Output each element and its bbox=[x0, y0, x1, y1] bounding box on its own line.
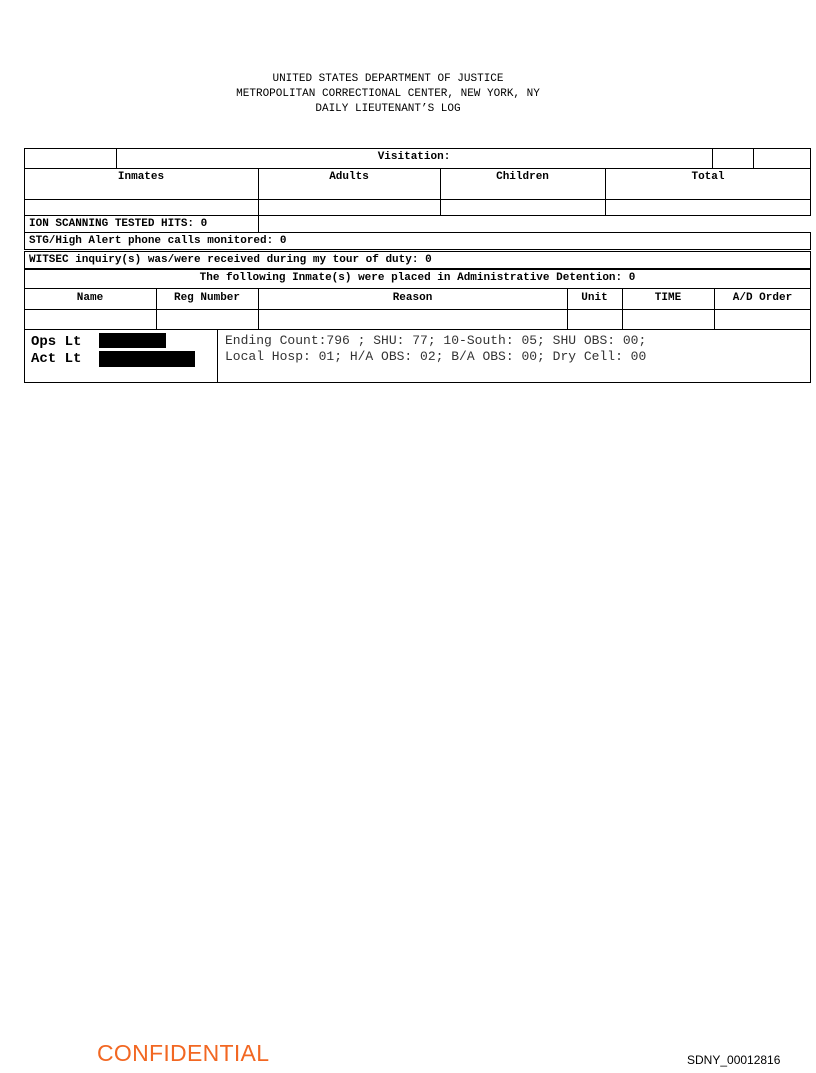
admin-detention-title: The following Inmate(s) were placed in Administrative Detention: 0 bbox=[199, 272, 636, 284]
ending-count-line-1: Ending Count:796 ; SHU: 77; 10-South: 05; SHU OBS: 00; bbox=[225, 333, 647, 348]
col-children: Children bbox=[496, 171, 549, 183]
col-name: Name bbox=[76, 292, 104, 304]
ending-count-line-2: Local Hosp: 01; H/A OBS: 02; B/A OBS: 00; Dry Cell: 00 bbox=[225, 349, 647, 364]
col-time: TIME bbox=[654, 292, 682, 304]
bates-number: SDNY_00012816 bbox=[687, 1053, 781, 1067]
confidential-stamp: CONFIDENTIAL bbox=[97, 1040, 270, 1066]
header-log-title: DAILY LIEUTENANT’S LOG bbox=[315, 103, 461, 115]
ops-lt-redaction bbox=[99, 333, 166, 348]
col-inmates: Inmates bbox=[117, 171, 165, 183]
header-facility: METROPOLITAN CORRECTIONAL CENTER, NEW YORK, NY bbox=[236, 88, 540, 100]
stg-calls-text: STG/High Alert phone calls monitored: 0 bbox=[29, 235, 287, 247]
act-lt-label: Act Lt bbox=[31, 351, 82, 367]
col-reason: Reason bbox=[392, 292, 433, 304]
witsec-text: WITSEC inquiry(s) was/were received during my tour of duty: 0 bbox=[29, 254, 432, 266]
header-agency: UNITED STATES DEPARTMENT OF JUSTICE bbox=[272, 73, 504, 85]
col-unit: Unit bbox=[581, 292, 608, 304]
col-adults: Adults bbox=[329, 171, 369, 183]
col-total: Total bbox=[691, 171, 725, 183]
visitation-title: Visitation: bbox=[377, 151, 451, 163]
act-lt-redaction bbox=[99, 351, 195, 367]
col-reg-number: Reg Number bbox=[173, 292, 240, 304]
col-ad-order: A/D Order bbox=[732, 292, 793, 304]
ops-lt-label: Ops Lt bbox=[31, 334, 82, 350]
document-header bbox=[0, 72, 776, 117]
ion-scanning-text: ION SCANNING TESTED HITS: 0 bbox=[29, 218, 208, 230]
